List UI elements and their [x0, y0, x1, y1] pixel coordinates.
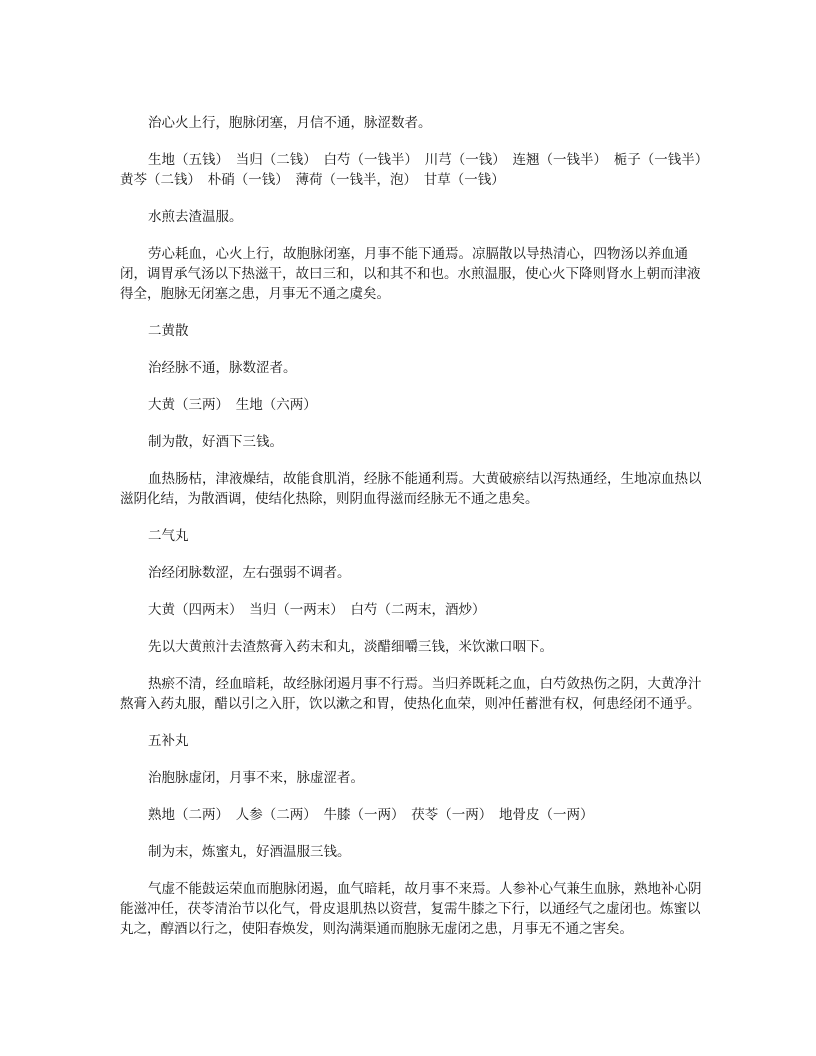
paragraph-12-ingredients: 大黄（四两末） 当归（一两末） 白芍（二两末，酒炒）: [148, 602, 486, 618]
formula-title-erhuangsan: 二黄散: [148, 323, 189, 339]
paragraph-11: 治经闭脉数涩，左右强弱不调者。: [148, 565, 351, 581]
formula-title-erqiwan: 二气丸: [148, 528, 189, 544]
paragraph-14-commentary: 热瘀不清，经血暗耗，故经脉闭遏月事不行焉。当归养既耗之血，白芍敛热伤之阴，大黄净汁熬膏入药丸服，醋以引之入肝，饮以漱之和胃，使热化血荣，则冲任蓄泄有权，何患经闭不通乎。: [120, 676, 702, 712]
paragraph-2-ingredients: 生地（五钱） 当归（二钱） 白芍（一钱半） 川芎（一钱） 连翘（一钱半） 栀子（一钱半） 黄芩（二钱） 朴硝（一钱） 薄荷（一钱半，泡） 甘草（一钱）: [120, 152, 715, 188]
paragraph-4-commentary: 劳心耗血，心火上行，故胞脉闭塞，月事不能下通焉。凉膈散以导热清心，四物汤以养血通闭，调胃承气汤以下热滋干，故曰三和，以和其不和也。水煎温服，使心火下降则肾水上朝而津液得全，胞脉无闭塞之患，月事无不通之虞矣。: [120, 246, 701, 302]
paragraph-7-ingredients: 大黄（三两） 生地（六两）: [148, 397, 317, 413]
document-body: [120, 113, 715, 956]
paragraph-3: 水煎去渣温服。: [148, 209, 243, 225]
formula-title-wubuwan: 五补丸: [148, 733, 189, 749]
paragraph-19-commentary: 气虚不能鼓运荣血而胞脉闭遏，血气暗耗，故月事不来焉。人参补心气兼生血脉，熟地补心阴能滋冲任，茯苓清治节以化气，骨皮退肌热以资营，复需牛膝之下行，以通经气之虚闭也。炼蜜以丸之，醇酒以行之，使阳春焕发，则沟满渠通而胞脉无虚闭之患，月事无不通之害矣。: [120, 881, 702, 937]
paragraph-1: 治心火上行，胞脉闭塞，月信不通，脉涩数者。: [148, 115, 432, 131]
paragraph-6: 治经脉不通，脉数涩者。: [148, 360, 297, 376]
paragraph-18: 制为末，炼蜜丸，好酒温服三钱。: [148, 844, 351, 860]
paragraph-8: 制为散，好酒下三钱。: [148, 434, 283, 450]
paragraph-9-commentary: 血热肠枯，津液燥结，故能食肌消，经脉不能通利焉。大黄破瘀结以泻热通经，生地凉血热以滋阴化结，为散酒调，使结化热除，则阴血得滋而经脉无不通之患矣。: [120, 471, 702, 507]
paragraph-17-ingredients: 熟地（二两） 人参（二两） 牛膝（一两） 茯苓（一两） 地骨皮（一两）: [148, 807, 594, 823]
paragraph-16: 治胞脉虚闭，月事不来，脉虚涩者。: [148, 770, 364, 786]
paragraph-13: 先以大黄煎汁去渣熬膏入药末和丸，淡醋细嚼三钱，米饮漱口咽下。: [148, 639, 553, 655]
